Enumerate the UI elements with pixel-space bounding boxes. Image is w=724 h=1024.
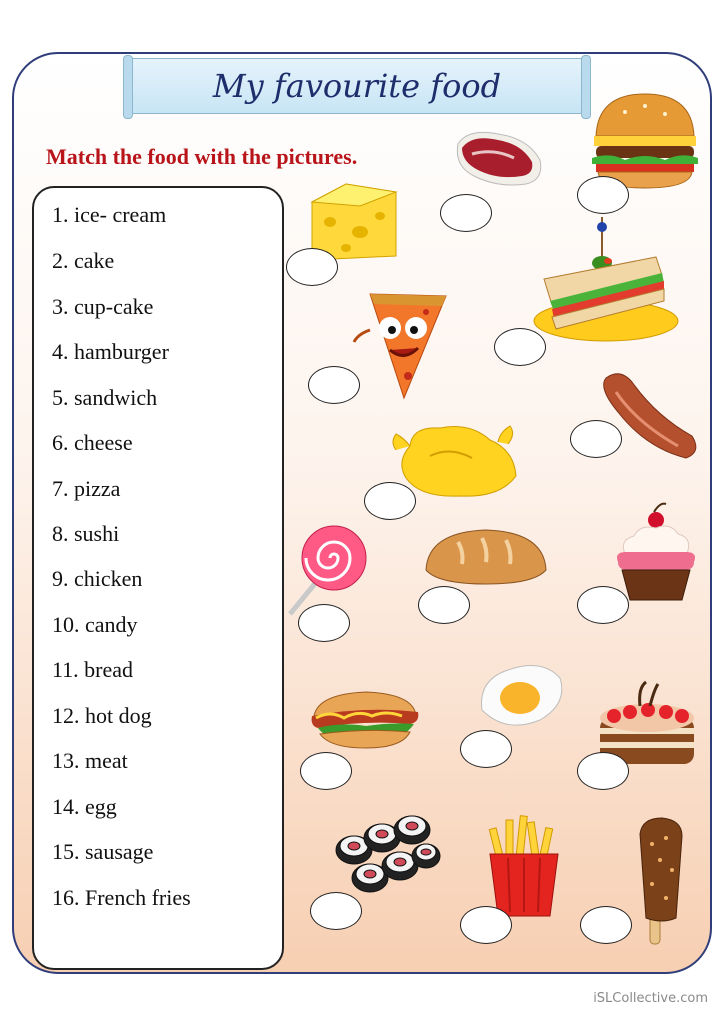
watermark: iSLCollective.com <box>593 991 708 1006</box>
word-item: 16. French fries <box>52 885 191 910</box>
word-item: 2. cake <box>52 248 115 273</box>
answer-circle[interactable] <box>577 176 629 214</box>
cupcake-icon <box>610 500 700 604</box>
answer-circle[interactable] <box>300 752 352 790</box>
meat-icon <box>448 124 548 190</box>
word-item: 1. ice- cream <box>52 202 167 227</box>
word-item: 15. sausage <box>52 839 154 864</box>
answer-circle[interactable] <box>364 482 416 520</box>
answer-circle[interactable] <box>310 892 362 930</box>
word-item: 14. egg <box>52 794 117 819</box>
answer-circle[interactable] <box>580 906 632 944</box>
chicken-icon <box>390 416 520 500</box>
answer-circle[interactable] <box>570 420 622 458</box>
sandwich-icon <box>530 215 680 345</box>
word-item: 7. pizza <box>52 476 121 501</box>
answer-circle[interactable] <box>494 328 546 366</box>
word-item: 10. candy <box>52 612 138 637</box>
word-item: 9. chicken <box>52 566 143 591</box>
word-item: 12. hot dog <box>52 703 152 728</box>
word-item: 11. bread <box>52 657 134 682</box>
hot-dog-icon <box>310 686 420 750</box>
answer-circle[interactable] <box>286 248 338 286</box>
answer-circle[interactable] <box>577 586 629 624</box>
ice-cream-icon <box>632 814 688 946</box>
word-item: 3. cup-cake <box>52 294 154 319</box>
answer-circle[interactable] <box>460 906 512 944</box>
french-fries-icon <box>484 814 564 918</box>
word-item: 13. meat <box>52 748 128 773</box>
hamburger-icon <box>590 90 700 190</box>
pizza-icon <box>352 290 448 400</box>
sushi-icon <box>330 814 442 900</box>
page-title: My favourite food <box>212 67 502 105</box>
word-item: 8. sushi <box>52 521 120 546</box>
title-banner <box>128 58 586 114</box>
word-item: 5. sandwich <box>52 385 158 410</box>
answer-circle[interactable] <box>460 730 512 768</box>
word-list <box>32 186 284 970</box>
word-item: 6. cheese <box>52 430 133 455</box>
egg-icon <box>476 660 564 730</box>
answer-circle[interactable] <box>418 586 470 624</box>
answer-circle[interactable] <box>577 752 629 790</box>
word-item: 4. hamburger <box>52 339 169 364</box>
answer-circle[interactable] <box>308 366 360 404</box>
answer-circle[interactable] <box>440 194 492 232</box>
bread-icon <box>422 526 550 588</box>
instruction-text: Match the food with the pictures. <box>46 144 358 169</box>
answer-circle[interactable] <box>298 604 350 642</box>
